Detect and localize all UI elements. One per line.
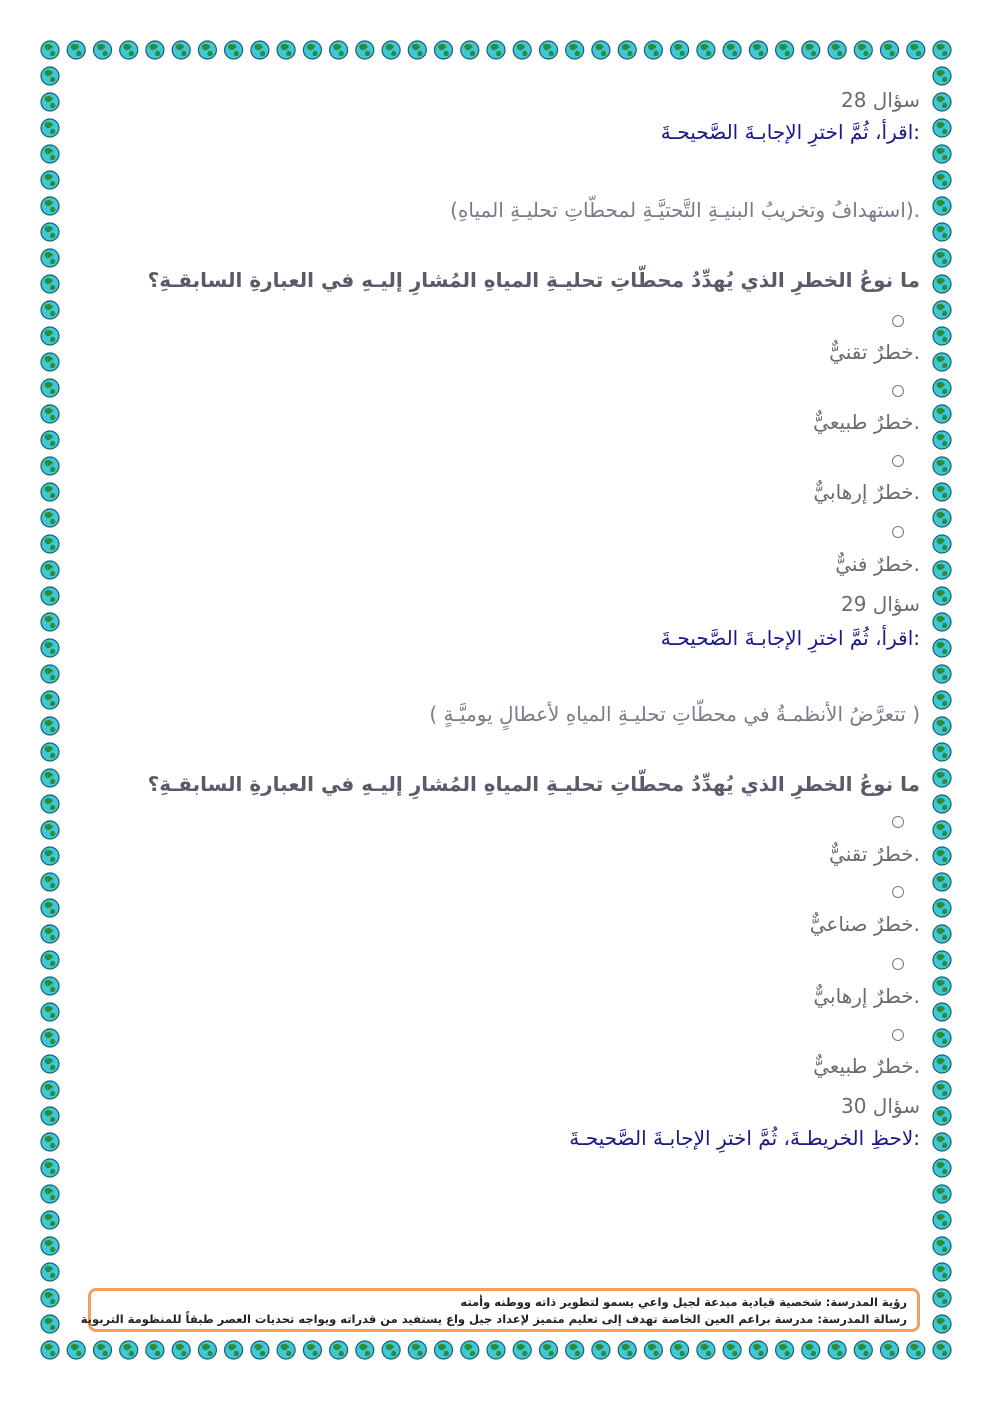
globe-icon [933,327,951,345]
globe-icon [41,405,59,423]
question-text: ما نوعُ الخطرِ الذي يُهدِّدُ محطّاتِ تحليـةِ المياهِ المُشارِ إليـهِ في العبارةِ السابقـةِ؟ [147,268,920,292]
globe-icon [618,41,636,59]
globe-icon [933,1003,951,1021]
globe-icon [933,951,951,969]
globe-icon [41,1055,59,1073]
school-vision: رؤية المدرسة: شخصية قيادية مبدعة لجيل واعي يسمو لتطوير ذاته ووطنه وأمته [460,1295,907,1309]
globe-icon [933,1185,951,1203]
globe-icon [303,1341,321,1359]
globe-icon [94,1341,112,1359]
globe-icon [933,769,951,787]
question-statement: .(استهدافُ وتخريبُ البنيـةِ التَّحتيَّـةِ لمحطّاتِ تحليـةِ المياهِ) [450,198,920,222]
globe-icon [933,197,951,215]
globe-icon [41,1289,59,1307]
globe-icon [41,535,59,553]
globe-icon [933,1315,951,1333]
globe-icon [41,431,59,449]
globe-icon [198,41,216,59]
globe-icon [41,197,59,215]
globe-icon [933,535,951,553]
globe-icon [461,1341,479,1359]
globe-icon [933,899,951,917]
globe-icon [146,41,164,59]
globe-icon [41,1211,59,1229]
globe-icon [933,119,951,137]
question-instruction: :اقرأ، ثُمَّ اخترِ الإجابـةَ الصَّحيحـةَ [660,120,920,144]
school-mission: رسالة المدرسة: مدرسة براعم العين الخاصة تهدف إلى تعليم متميز لإعداد جيل واع يستفيد من قدراته ويواجه تحديات العصر طبقاً للمنظومة التربوية [80,1312,907,1326]
globe-icon [802,41,820,59]
globe-icon [225,41,243,59]
globe-icon [67,41,85,59]
globe-icon [933,457,951,475]
globe-icon [41,691,59,709]
globe-icon [487,1341,505,1359]
globe-icon [408,1341,426,1359]
radio-button-icon[interactable] [892,1029,904,1041]
globe-icon [933,301,951,319]
globe-icon [382,41,400,59]
globe-icon [671,41,689,59]
globe-icon [303,41,321,59]
globe-icon [41,1263,59,1281]
globe-icon [933,1237,951,1255]
globe-icon [41,821,59,839]
answer-option[interactable]: .خطرٌ إرهابيٌّ [813,480,920,504]
globe-icon [41,1185,59,1203]
globe-icon [41,1133,59,1151]
globe-icon [907,1341,925,1359]
globe-icon [41,1237,59,1255]
globe-icon [41,1159,59,1177]
school-footer [80,1288,920,1332]
globe-icon [251,41,269,59]
globe-icon [41,483,59,501]
globe-icon [41,1029,59,1047]
globe-icon [120,1341,138,1359]
globe-icon [41,249,59,267]
globe-icon [854,41,872,59]
globe-icon [933,1107,951,1125]
question-number: سؤال 29 [841,592,920,616]
globe-icon [540,41,558,59]
globe-icon [41,327,59,345]
globe-icon [723,1341,741,1359]
globe-icon [644,41,662,59]
globe-icon [356,41,374,59]
globe-icon [41,119,59,137]
globe-icon [933,1341,951,1359]
globe-icon [592,1341,610,1359]
globe-icon [749,41,767,59]
radio-button-icon[interactable] [892,816,904,828]
question-number: سؤال 30 [841,1094,920,1118]
globe-icon [41,743,59,761]
globe-icon [41,509,59,527]
globe-icon [828,1341,846,1359]
globe-icon [776,41,794,59]
globe-icon [41,977,59,995]
globe-icon [592,41,610,59]
globe-icon [172,41,190,59]
globe-icon [933,1159,951,1177]
globe-icon [933,431,951,449]
globe-icon [566,1341,584,1359]
globe-icon [933,873,951,891]
globe-icon [487,41,505,59]
globe-icon [330,41,348,59]
globe-icon [356,1341,374,1359]
question-statement: ( تتعرَّضُ الأنظمـةُ في محطّاتِ تحليـةِ المياهِ لأعطالٍ يوميَّـةٍ ) [429,702,920,726]
globe-icon [933,795,951,813]
globe-icon [41,1107,59,1125]
globe-icon [41,899,59,917]
globe-icon [41,67,59,85]
globe-icon [933,587,951,605]
globe-icon [41,873,59,891]
globe-icon [172,1341,190,1359]
globe-icon [41,1003,59,1021]
globe-icon [933,41,951,59]
globe-icon [933,613,951,631]
globe-icon [41,41,59,59]
globe-icon [828,41,846,59]
globe-icon [776,1341,794,1359]
globe-icon [513,1341,531,1359]
globe-icon [41,223,59,241]
globe-icon [933,145,951,163]
radio-button-icon[interactable] [892,958,904,970]
globe-icon [933,67,951,85]
question-instruction: :لاحظِ الخريطـةَ، ثُمَّ اخترِ الإجابـةَ الصَّحيحـةَ [569,1126,920,1150]
globe-icon [802,1341,820,1359]
globe-icon [933,691,951,709]
globe-icon [933,743,951,761]
globe-icon [933,639,951,657]
question-text: ما نوعُ الخطرِ الذي يُهدِّدُ محطّاتِ تحليـةِ المياهِ المُشارِ إليـهِ في العبارةِ السابقـةِ؟ [147,772,920,796]
globe-icon [933,847,951,865]
globe-icon [41,1081,59,1099]
globe-icon [41,717,59,735]
globe-icon [198,1341,216,1359]
globe-icon [120,41,138,59]
globe-icon [41,171,59,189]
answer-option[interactable]: .خطرٌ صناعيٌّ [809,912,920,936]
globe-icon [933,717,951,735]
globe-icon [146,1341,164,1359]
radio-button-icon[interactable] [892,886,904,898]
globe-icon [41,613,59,631]
question-number: سؤال 28 [841,88,920,112]
globe-icon [933,353,951,371]
globe-icon [566,41,584,59]
answer-option[interactable]: .خطرٌ طبيعيٌّ [813,1054,920,1078]
globe-icon [41,1315,59,1333]
answer-option[interactable]: .خطرٌ طبيعيٌّ [813,410,920,434]
globe-icon [41,145,59,163]
globe-icon [435,41,453,59]
globe-icon [933,1029,951,1047]
globe-icon [933,925,951,943]
globe-icon [41,925,59,943]
globe-icon [277,41,295,59]
globe-icon [933,379,951,397]
globe-icon [41,769,59,787]
globe-icon [41,795,59,813]
globe-icon [749,1341,767,1359]
globe-icon [697,1341,715,1359]
globe-icon [461,41,479,59]
globe-icon [933,1081,951,1099]
globe-icon [933,665,951,683]
globe-icon [933,1133,951,1151]
globe-icon [881,41,899,59]
globe-icon [41,951,59,969]
globe-icon [933,405,951,423]
globe-icon [513,41,531,59]
globe-icon [933,171,951,189]
globe-icon [697,41,715,59]
globe-icon [933,821,951,839]
globe-icon [435,1341,453,1359]
globe-icon [933,561,951,579]
globe-icon [907,41,925,59]
globe-icon [382,1341,400,1359]
globe-icon [67,1341,85,1359]
globe-icon [933,509,951,527]
answer-option[interactable]: .خطرٌ فنيٌّ [835,552,920,576]
globe-icon [251,1341,269,1359]
globe-icon [933,1055,951,1073]
globe-icon [41,93,59,111]
globe-icon [408,41,426,59]
radio-button-icon[interactable] [892,315,904,327]
globe-icon [933,1263,951,1281]
globe-icon [41,379,59,397]
globe-icon [933,223,951,241]
radio-button-icon[interactable] [892,385,904,397]
globe-icon [540,1341,558,1359]
globe-icon [277,1341,295,1359]
globe-icon [933,93,951,111]
globe-icon [41,301,59,319]
radio-button-icon[interactable] [892,526,904,538]
answer-option[interactable]: .خطرٌ تقنيٌّ [829,842,920,866]
globe-icon [41,847,59,865]
question-instruction: :اقرأ، ثُمَّ اخترِ الإجابـةَ الصَّحيحـةَ [660,626,920,650]
globe-icon [644,1341,662,1359]
globe-icon [723,41,741,59]
globe-icon [225,1341,243,1359]
globe-icon [41,353,59,371]
globe-icon [881,1341,899,1359]
globe-icon [854,1341,872,1359]
globe-icon [41,457,59,475]
globe-icon [41,561,59,579]
globe-icon [94,41,112,59]
globe-icon [41,665,59,683]
globe-icon [41,587,59,605]
answer-option[interactable]: .خطرٌ إرهابيٌّ [813,984,920,1008]
globe-icon [41,1341,59,1359]
globe-icon [41,275,59,293]
globe-icon [933,977,951,995]
globe-icon [41,639,59,657]
globe-icon [330,1341,348,1359]
globe-icon [671,1341,689,1359]
globe-icon [618,1341,636,1359]
globe-icon [933,483,951,501]
globe-icon [933,1289,951,1307]
globe-icon [933,275,951,293]
globe-icon [933,249,951,267]
globe-icon [933,1211,951,1229]
radio-button-icon[interactable] [892,455,904,467]
answer-option[interactable]: .خطرٌ تقنيٌّ [829,340,920,364]
